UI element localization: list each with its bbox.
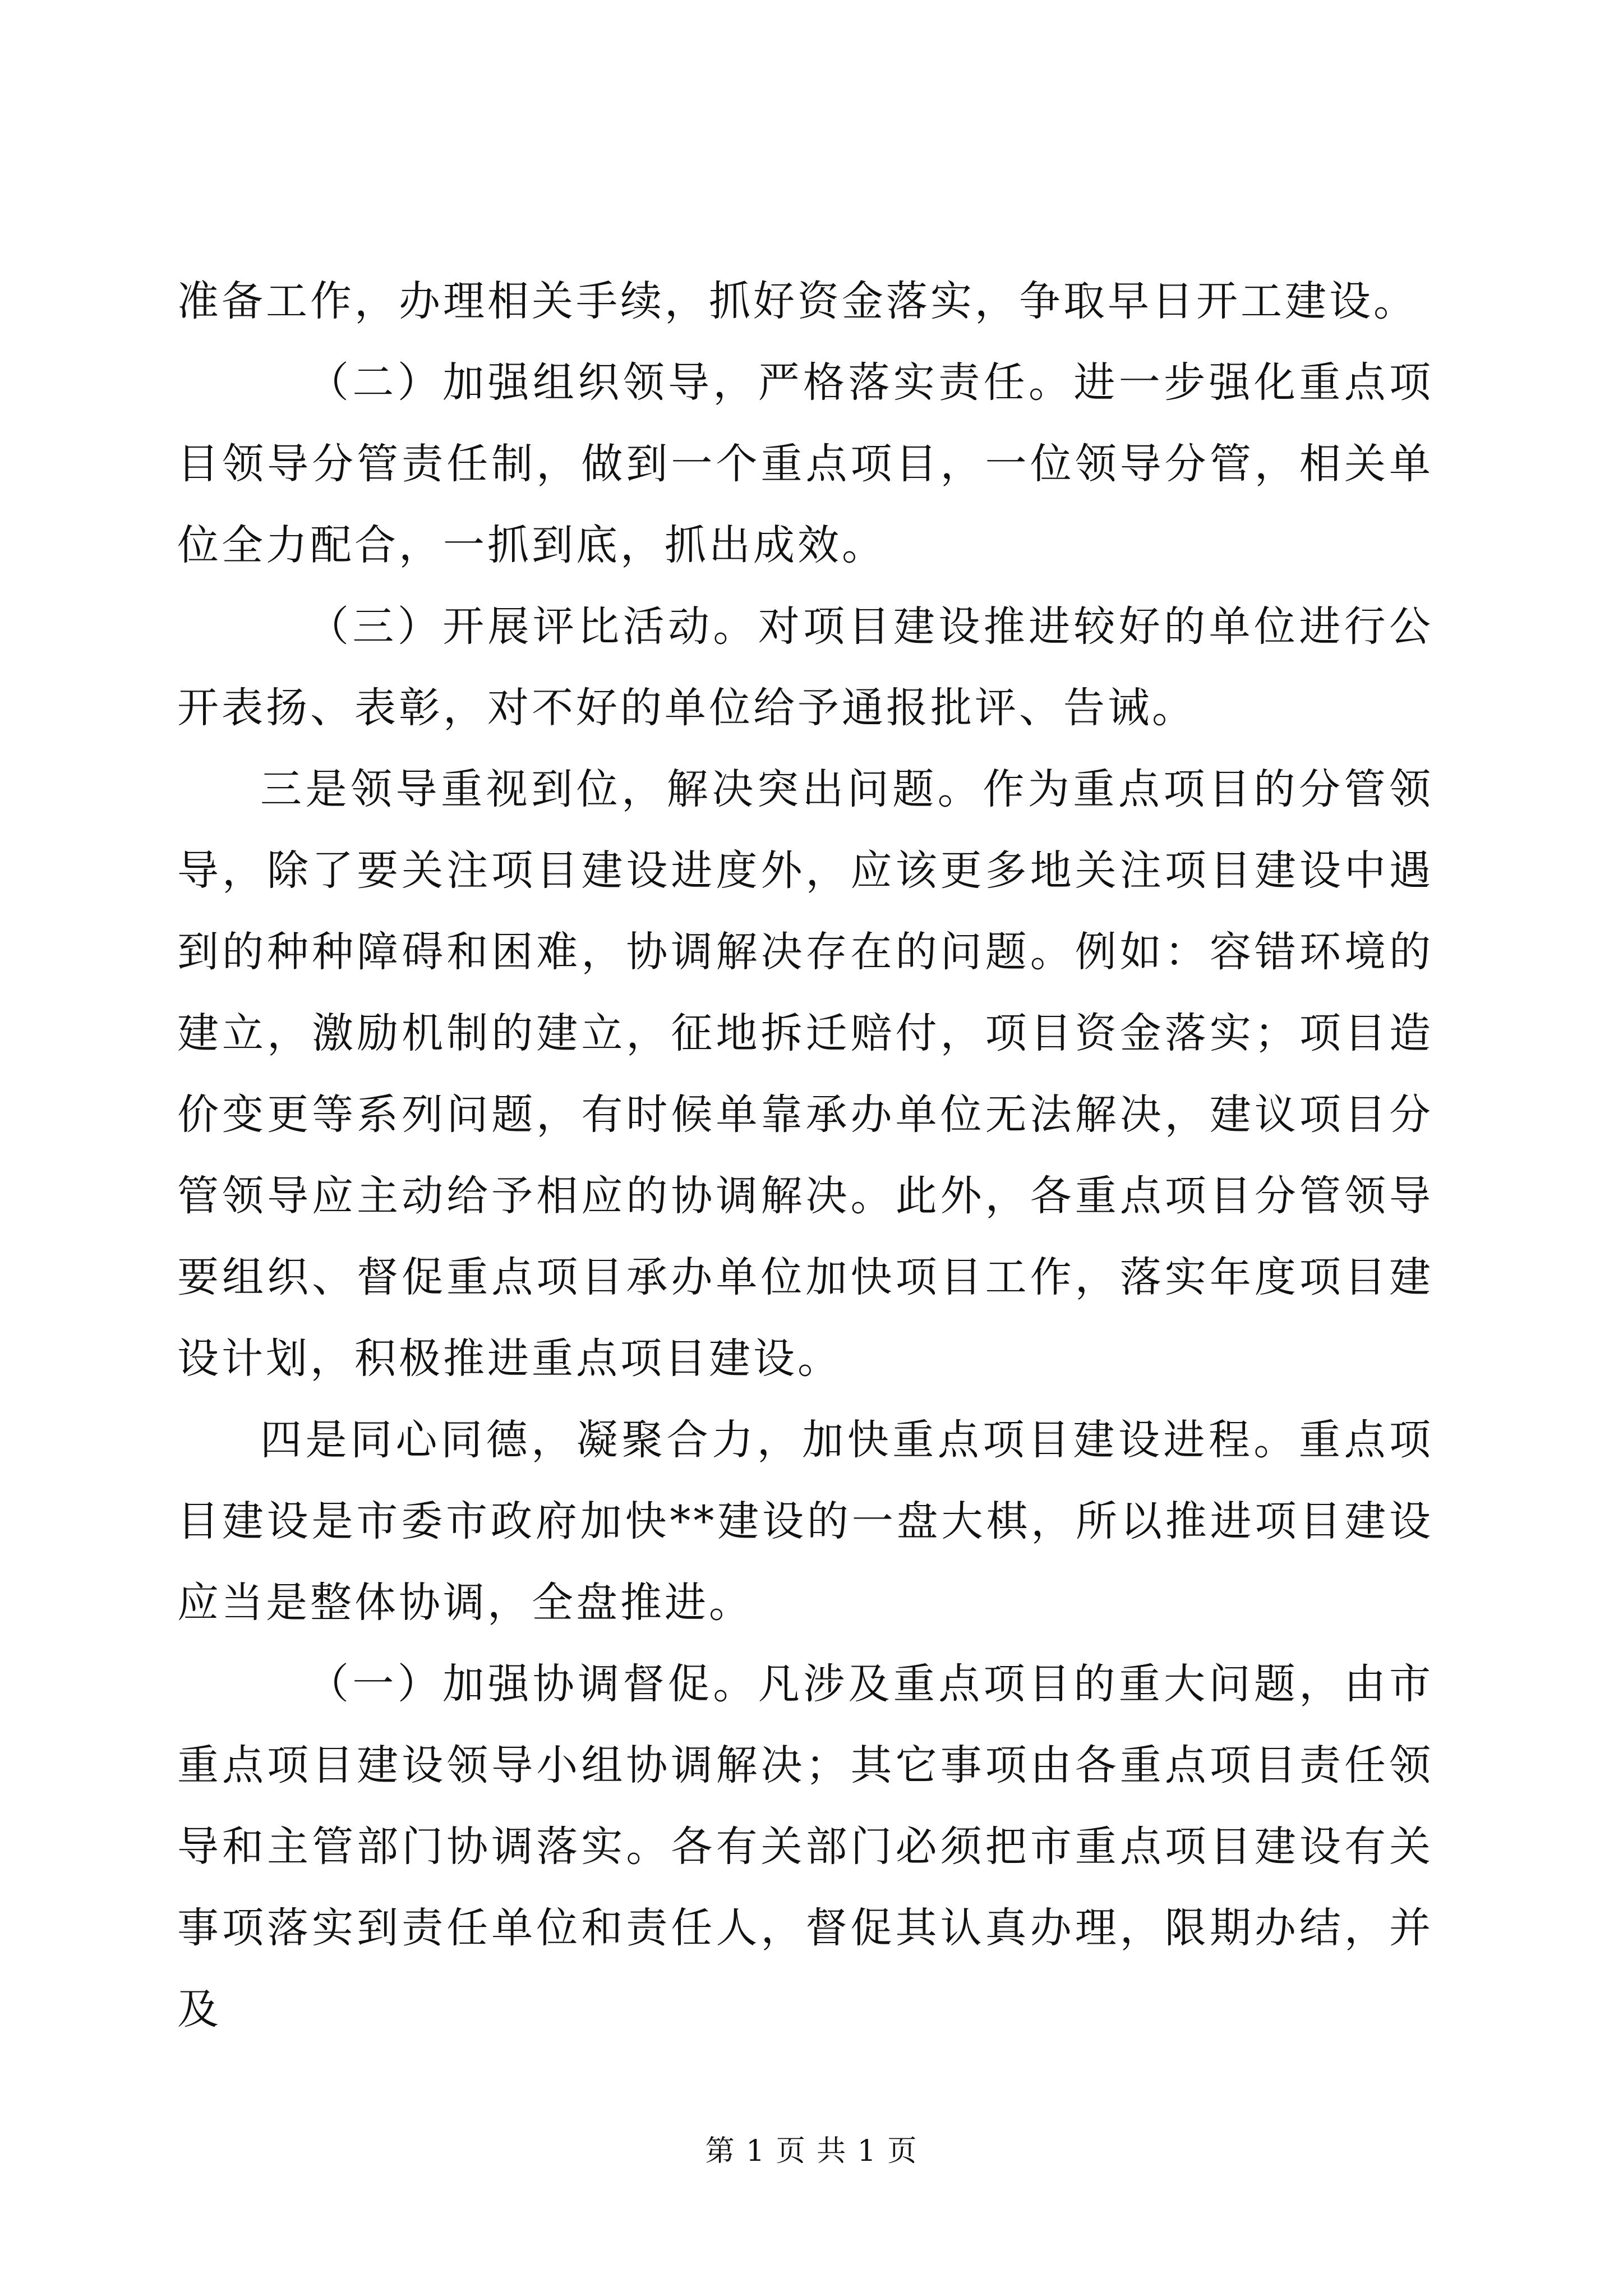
paragraph-section-three: （三）开展评比活动。对项目建设推进较好的单位进行公开表扬、表彰，对不好的单位给予通报批评、告诫。 (177, 602, 1433, 732)
paragraph-section-one: （一）加强协调督促。凡涉及重点项目的重大问题，由市重点项目建设领导小组协调解决；其它事项由各重点项目责任领导和主管部门协调落实。各有关部门必须把市重点项目建设有关事项落实到责任单位和责任人，督促其认真办理，限期办结，并及 (177, 1660, 1433, 2033)
page-footer (0, 2132, 1623, 2171)
paragraph-point-four: 四是同心同德，凝聚合力，加快重点项目建设进程。重点项目建设是市委市政府加快**建设的一盘大棋，所以推进项目建设应当是整体协调，全盘推进。 (177, 1416, 1433, 1627)
paragraph-point-three: 三是领导重视到位，解决突出问题。作为重点项目的分管领导，除了要关注项目建设进度外，应该更多地关注项目建设中遇到的种种障碍和困难，协调解决存在的问题。例如：容错环境的建立，激励机制的建立，征地拆迁赔付，项目资金落实；项目造价变更等系列问题，有时候单靠承办单位无法解决，建议项目分管领导应主动给予相应的协调解决。此外，各重点项目分管领导要组织、督促重点项目承办单位加快项目工作，落实年度项目建设计划，积极推进重点项目建设。 (177, 765, 1433, 1383)
paragraph-continuation: 准备工作，办理相关手续，抓好资金落实，争取早日开工建设。 (177, 277, 1418, 325)
paragraph-section-two: （二）加强组织领导，严格落实责任。进一步强化重点项目领导分管责任制，做到一个重点项目，一位领导分管，相关单位全力配合，一抓到底，抓出成效。 (177, 358, 1433, 569)
page-number-label: 第 1 页 共 1 页 (705, 2134, 918, 2168)
document-body (177, 261, 1433, 2050)
